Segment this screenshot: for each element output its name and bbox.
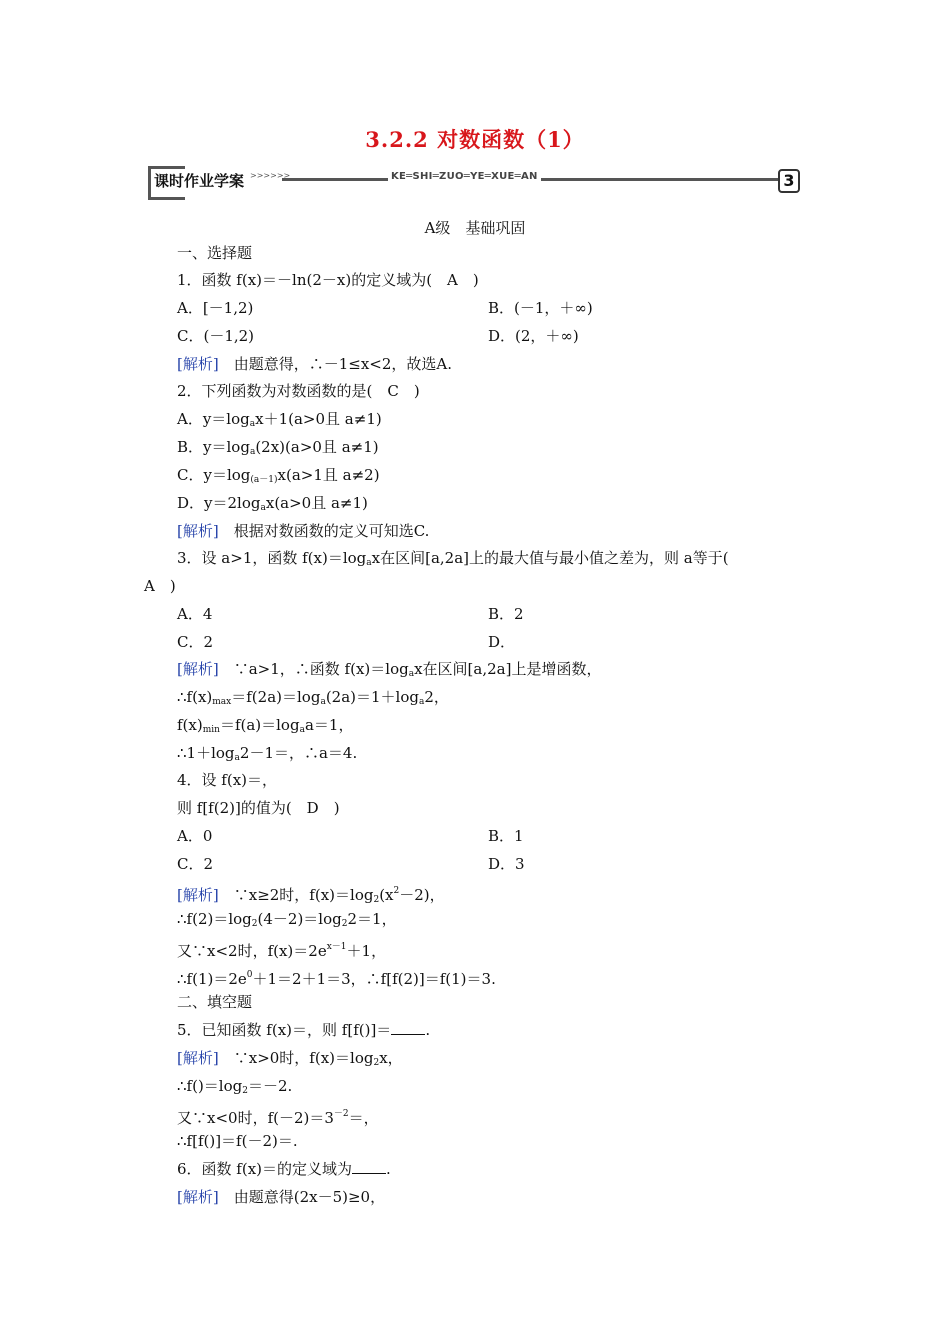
part-heading-choice: 一、选择题 [177, 244, 253, 262]
q2-option-a: A．$y=\log_ax+1(a>0$且 a≠1) [177, 410, 382, 429]
q1-option-c: C．(－1,2) [177, 327, 255, 345]
q3-option-c: C．2 [177, 633, 214, 651]
q4-solution-line3: 又∵x<2时，$f(x)=2e^{x-1}+1$， [177, 942, 387, 960]
q2-solution [177, 521, 429, 541]
q3-option-d: D． [488, 633, 516, 651]
q1-solution-text: 由题意得，∴－1≤x<2，故选A. [233, 355, 453, 373]
part-heading-fill: 二、填空题 [177, 993, 253, 1011]
q4-solution-line4: $\therefore f(1)=2e^0+1=2+1=3$，∴f[f(2)]＝f(1)＝3. [177, 970, 496, 988]
q3-option-b: B．2 [488, 605, 524, 623]
banner-number-badge: 3 [778, 169, 800, 193]
answer-blank [352, 1159, 386, 1174]
q6-solution [177, 1187, 385, 1207]
q5-solution-line4: ∴f[f()]＝f(－2)＝. [177, 1132, 298, 1150]
q1-stem: 1．函数 f(x)＝－ln(2－x)的定义域为( A ) [177, 271, 479, 289]
q3-stem-continued: A ) [144, 577, 176, 595]
jiexi-label: [解析] [177, 1049, 219, 1067]
q4-option-d: D．3 [488, 855, 525, 873]
q5-solution-line2: $\therefore f()=\log_2=-2$. [177, 1077, 293, 1096]
jiexi-label: [解析] [177, 355, 219, 373]
q3-option-a: A．4 [177, 605, 213, 623]
q6-stem: 6．函数 f(x)＝的定义域为 . [177, 1160, 391, 1178]
q2-solution-text: 根据对数函数的定义可知选C. [233, 522, 430, 540]
q4-stem-line2: 则 f[f(2)]的值为( D ) [177, 799, 340, 817]
q3-solution-line2: $\therefore f(x)_{max}=f(2a)=\log_a(2a)=1+\log_a2$， [177, 688, 449, 707]
q3-solution-line1: [解析] ∵a>1，∴函数 $f(x)=\log_ax$在区间[a,2a]上是增函数， [177, 660, 602, 679]
q1-solution [177, 354, 452, 374]
q1-option-a: A．[－1,2) [177, 299, 254, 317]
q5-solution-line1: [解析] ∵x>0时，$f(x)=\log_2x$， [177, 1049, 403, 1068]
q3-solution-line4: $\therefore 1+\log_a2-1=$，∴a＝4. [177, 744, 358, 763]
q3-solution-line3: $f(x)_{min}=f(a)=\log_aa=1$， [177, 716, 354, 735]
q3-stem: 3．设 a>1，函数 $f(x)=\log_ax$在区间[a,2a]上的最大值与最小值之差为，则 a等于( [177, 549, 729, 568]
homework-banner [148, 166, 808, 198]
banner-pinyin: KE═SHI═ZUO═YE═XUE═AN [388, 171, 541, 182]
page-title: 3.2.2 对数函数（1） [365, 127, 585, 152]
q4-option-a: A．0 [177, 827, 213, 845]
q5-stem: 5．已知函数 f(x)＝，则 f[f()]＝ . [177, 1021, 431, 1039]
q2-option-d: D．$y=2\log_ax(a>0$且 a≠1) [177, 494, 368, 513]
q2-stem: 2．下列函数为对数函数的是( C ) [177, 382, 420, 400]
q1-option-b: B．(－1，＋∞) [488, 299, 593, 317]
q4-solution-line2: $\therefore f(2)=\log_2(4-2)=\log_22=1$， [177, 910, 397, 929]
q1-option-d: D．(2，＋∞) [488, 327, 579, 345]
section-heading: A级 基础巩固 [424, 219, 526, 237]
q5-solution-line3: 又∵x<0时，$f(-2)=3^{-2}=$， [177, 1109, 379, 1127]
jiexi-label: [解析] [177, 1188, 219, 1206]
q2-option-b: B．$y=\log_a(2x)(a>0$且 a≠1) [177, 438, 379, 457]
banner-label: 课时作业学案 [154, 172, 245, 190]
q4-option-c: C．2 [177, 855, 214, 873]
jiexi-label: [解析] [177, 660, 219, 678]
q6-solution-text: 由题意得(2x－5)≥0， [233, 1188, 386, 1206]
q4-stem: 4．设 f(x)＝， [177, 771, 278, 789]
banner-arrows: >>>>>> [250, 171, 291, 180]
q4-solution-line1: [解析] ∵x≥2时，$f(x)=\log_2(x^2-2)$， [177, 886, 445, 905]
jiexi-label: [解析] [177, 886, 219, 904]
q2-option-c: C．$y=\log_{(a-1)}x(a>1$且 a≠2) [177, 466, 380, 485]
q4-option-b: B．1 [488, 827, 524, 845]
jiexi-label: [解析] [177, 522, 219, 540]
answer-blank [391, 1020, 425, 1035]
